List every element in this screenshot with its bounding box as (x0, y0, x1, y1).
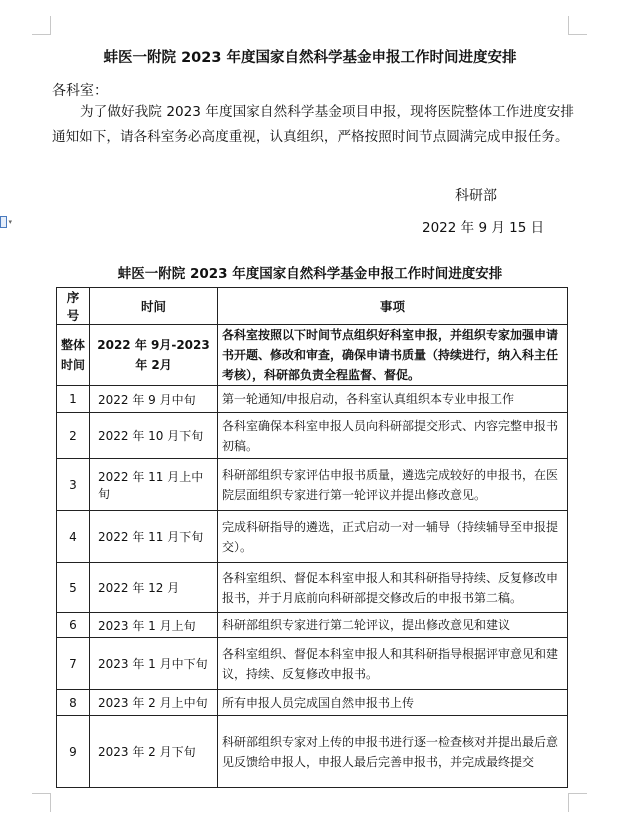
table-title: 蚌医一附院 2023 年度国家自然科学基金申报工作时间进度安排 (117, 266, 503, 282)
cell-no: 9 (57, 716, 90, 788)
paragraph-options-icon[interactable] (0, 214, 12, 230)
table-row (57, 690, 568, 716)
cell-no: 7 (57, 638, 90, 690)
cell-item: 所有申报人员完成国自然申报书上传 (218, 690, 568, 716)
cell-time: 2023 年 1 月上旬 (90, 613, 218, 638)
cell-no: 6 (57, 613, 90, 638)
cell-no: 1 (57, 386, 90, 413)
header-item: 事项 (218, 288, 568, 325)
page-corner-mark (32, 793, 51, 812)
cell-time: 2022 年 10 月下旬 (90, 413, 218, 459)
header-time: 时间 (90, 288, 218, 325)
document-title: 蚌医一附院 2023 年度国家自然科学基金申报工作时间进度安排 (103, 50, 517, 66)
cell-time: 2023 年 2 月上中旬 (90, 690, 218, 716)
cell-no: 整体时间 (57, 325, 90, 386)
table-row (57, 638, 568, 690)
table-row (57, 511, 568, 563)
cell-item: 各科室组织、督促本科室申报人和其科研指导持续、反复修改申报书，并于月底前向科研部提交修改后的申报书第二稿。 (218, 563, 568, 613)
cell-time: 2023 年 2 月下旬 (90, 716, 218, 788)
signature-date: 2022 年 9 月 15 日 (422, 220, 545, 236)
table-row (57, 613, 568, 638)
cell-no: 3 (57, 459, 90, 511)
page-corner-mark (568, 793, 587, 812)
table-row (57, 413, 568, 459)
schedule-table (56, 287, 568, 788)
cell-time: 2022 年 9 月中旬 (90, 386, 218, 413)
signature-department: 科研部 (455, 188, 497, 204)
table-row (57, 459, 568, 511)
cell-item: 科研部组织专家对上传的申报书进行逐一检查核对并提出最后意见反馈给申报人，申报人最后完善申报书，并完成最终提交 (218, 716, 568, 788)
cell-item: 科研部组织专家进行第二轮评议，提出修改意见和建议 (218, 613, 568, 638)
cell-time: 2022 年 11 月下旬 (90, 511, 218, 563)
table-header-row (57, 288, 568, 325)
cell-item: 各科室确保本科室申报人员向科研部提交形式、内容完整申报书初稿。 (218, 413, 568, 459)
table-row (57, 716, 568, 788)
cell-item: 各科室组织、督促本科室申报人和其科研指导根据评审意见和建议，持续、反复修改申报书。 (218, 638, 568, 690)
cell-no: 2 (57, 413, 90, 459)
document-icon (0, 216, 7, 228)
cell-no: 8 (57, 690, 90, 716)
cell-time: 2022 年 12 月 (90, 563, 218, 613)
cell-no: 4 (57, 511, 90, 563)
cell-time: 2023 年 1 月中下旬 (90, 638, 218, 690)
cell-item: 各科室按照以下时间节点组织好科室申报，并组织专家加强申请书开题、修改和审查，确保申请书质量（持续进行，纳入科主任考核），科研部负责全程监督、督促。 (218, 325, 568, 386)
table-row (57, 386, 568, 413)
cell-no: 5 (57, 563, 90, 613)
cell-time: 2022 年 9月-2023 年 2月 (90, 325, 218, 386)
dropdown-arrow-icon: ▾ (8, 217, 12, 226)
cell-item: 第一轮通知/申报启动，各科室认真组织本专业申报工作 (218, 386, 568, 413)
cell-time: 2022 年 11 月上中旬 (90, 459, 218, 511)
cell-item: 科研部组织专家评估申报书质量，遴选完成较好的申报书，在医院层面组织专家进行第一轮评议并提出修改意见。 (218, 459, 568, 511)
salutation: 各科室： (52, 83, 108, 99)
body-paragraph: 为了做好我院 2023 年度国家自然科学基金项目申报，现将医院整体工作进度安排通知如下，请各科室务必高度重视，认真组织，严格按照时间节点圆满完成申报任务。 (52, 104, 574, 145)
header-no: 序号 (57, 288, 90, 325)
page-corner-mark (568, 16, 587, 35)
table-row (57, 563, 568, 613)
cell-item: 完成科研指导的遴选，正式启动一对一辅导（持续辅导至申报提交）。 (218, 511, 568, 563)
table-row-overall (57, 325, 568, 386)
page-corner-mark (32, 16, 51, 35)
